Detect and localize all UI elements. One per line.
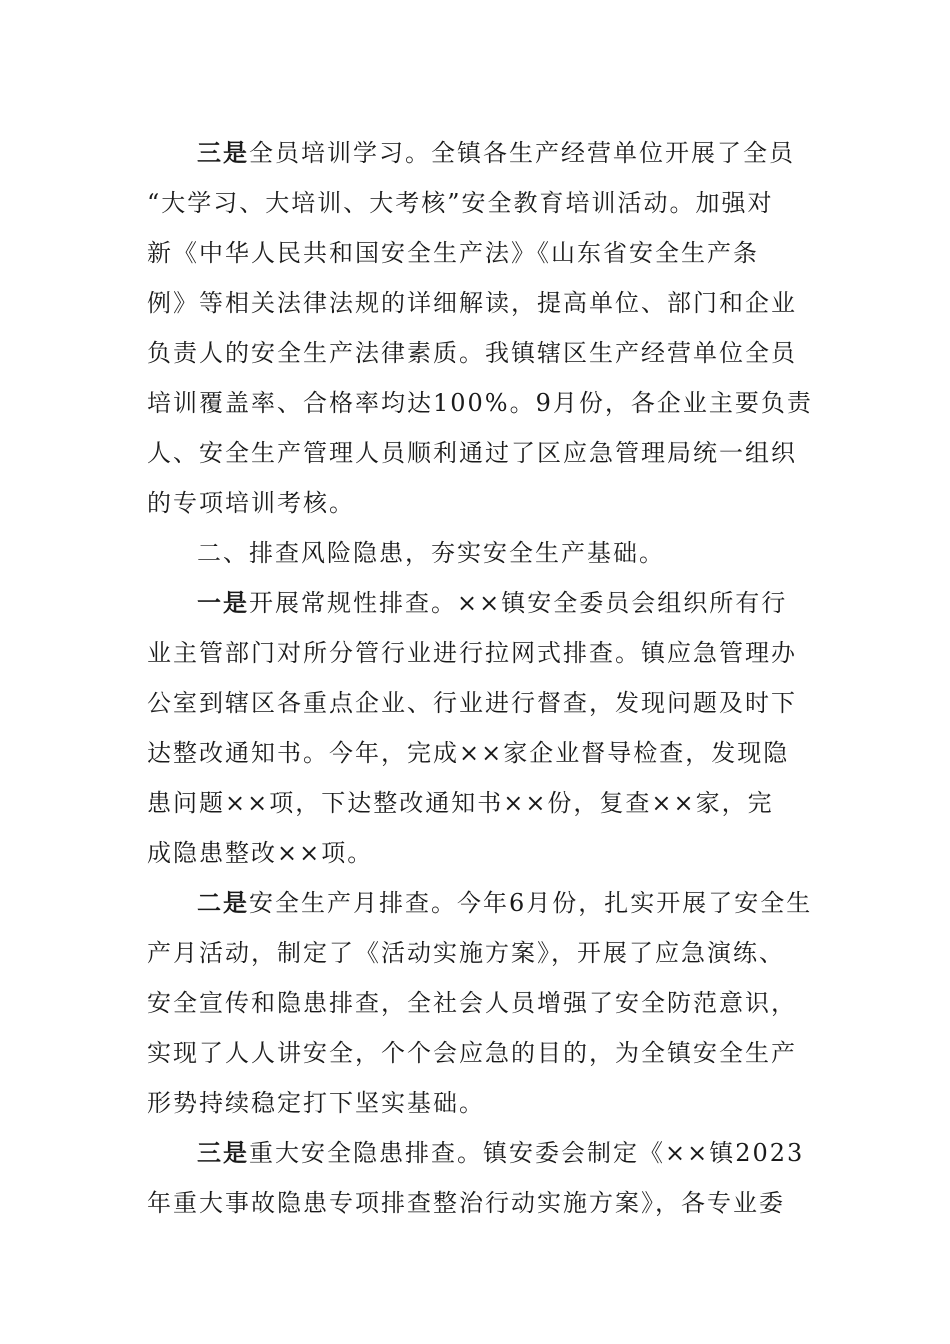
paragraph-line <box>147 1028 807 1078</box>
paragraph-lead: 一是 <box>197 588 249 617</box>
line-text: 患问题××项，下达整改通知书××份，复查××家，完 <box>147 789 774 817</box>
line-text: 形势持续稳定打下坚实基础。 <box>147 1089 485 1117</box>
line-text: 公室到辖区各重点企业、行业进行督查，发现问题及时下 <box>147 689 797 717</box>
line-text: 业主管部门对所分管行业进行拉网式排查。镇应急管理办 <box>147 639 797 667</box>
paragraph-line <box>147 428 807 478</box>
paragraph-lead: 二是 <box>197 888 249 917</box>
paragraph-line <box>147 478 807 528</box>
line-text: 开展常规性排查。××镇安全委员会组织所有行 <box>249 589 788 617</box>
document-body <box>147 128 813 1228</box>
line-text: 安全宣传和隐患排查，全社会人员增强了安全防范意识， <box>147 989 797 1017</box>
line-text: 产月活动，制定了《活动实施方案》，开展了应急演练、 <box>147 939 785 967</box>
paragraph-line <box>147 578 807 628</box>
paragraph-line <box>147 878 813 928</box>
line-text: 全员培训学习。全镇各生产经营单位开展了全员 <box>249 139 795 167</box>
paragraph-line <box>147 228 807 278</box>
paragraph-line <box>147 1078 807 1128</box>
line-text: 的专项培训考核。 <box>147 489 355 517</box>
line-text: 安全生产月排查。今年6月份，扎实开展了安全生 <box>249 889 813 917</box>
line-text: 负责人的安全生产法律素质。我镇辖区生产经营单位全员 <box>147 339 797 367</box>
paragraph-line <box>147 928 807 978</box>
line-text: 新《中华人民共和国安全生产法》《山东省安全生产条 <box>147 239 759 267</box>
paragraph-line <box>147 978 807 1028</box>
line-text: 成隐患整改××项。 <box>147 839 374 867</box>
paragraph-line <box>147 328 807 378</box>
line-text: “大学习、大培训、大考核”安全教育培训活动。加强对 <box>147 189 774 217</box>
paragraph-line <box>147 1128 807 1178</box>
paragraph-lead: 三是 <box>197 138 249 167</box>
line-text: 二、排查风险隐患，夯实安全生产基础。 <box>197 539 665 567</box>
paragraph-line <box>147 678 807 728</box>
paragraph-lead: 三是 <box>197 1138 249 1167</box>
line-text: 培训覆盖率、合格率均达100%。9月份，各企业主要负责 <box>147 389 813 417</box>
line-text: 重大安全隐患排查。镇安委会制定《××镇2023 <box>249 1139 805 1167</box>
line-text: 达整改通知书。今年，完成××家企业督导检查，发现隐 <box>147 739 790 767</box>
line-text: 人、安全生产管理人员顺利通过了区应急管理局统一组织 <box>147 439 797 467</box>
line-text: 实现了人人讲安全，个个会应急的目的，为全镇安全生产 <box>147 1039 797 1067</box>
paragraph-line <box>147 128 807 178</box>
line-text: 例》等相关法律法规的详细解读，提高单位、部门和企业 <box>147 289 797 317</box>
paragraph-line <box>147 1178 807 1228</box>
paragraph-line <box>147 378 813 428</box>
paragraph-line <box>147 728 807 778</box>
paragraph-line <box>147 278 807 328</box>
line-text: 年重大事故隐患专项排查整治行动实施方案》，各专业委 <box>147 1189 785 1217</box>
paragraph-line <box>147 628 807 678</box>
paragraph-line <box>147 778 807 828</box>
paragraph-line <box>147 178 807 228</box>
section-heading <box>147 528 807 578</box>
paragraph-line <box>147 828 807 878</box>
